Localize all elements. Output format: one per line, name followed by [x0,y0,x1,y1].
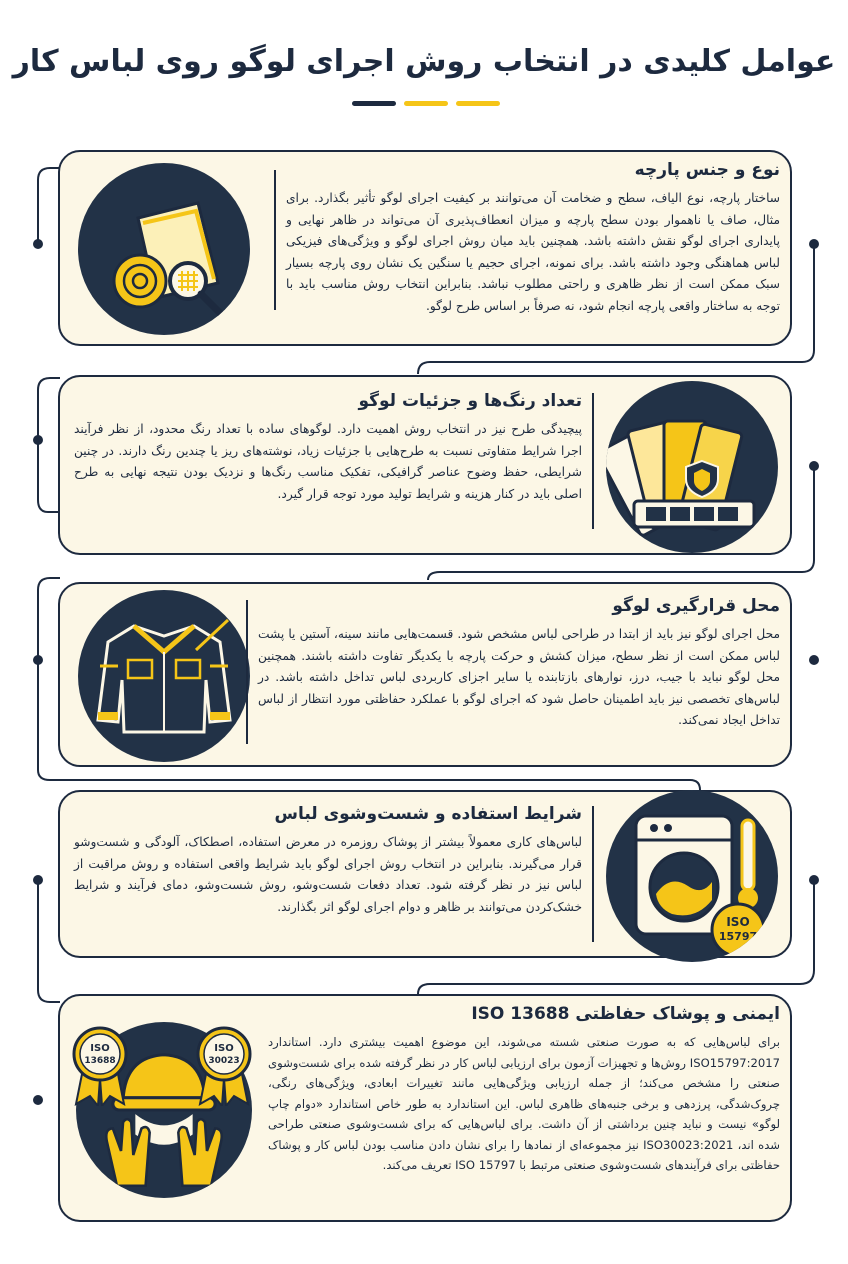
section-title: شرایط استفاده و شست‌وشوی لباس [274,804,582,824]
section-washing-card [58,790,792,958]
section-body: ساختار پارچه، نوع الیاف، سطح و ضخامت آن می‌توانند بر کیفیت اجرای لوگو تأثیر بگذارد. برای مثال، صاف یا ناهموار بودن سطح پارچه و میزان انعطاف‌پذیری آن می‌تواند در ظاهر نهایی و پایداری اجرای لوگو نقش داشته باشد. همچنین باید میان روش اجرای لوگو و ویژگی‌های فیزیکی لباس هماهنگی وجود داشته باشد. برای نمونه، اجرای حجیم یا سنگین یک نشان روی پارچه بسیار سبک ممکن است از نظر ظاهری و راحتی مطلوب نباشد. بنابراین انتخاب روش مناسب باید با توجه به ساختار واقعی پارچه انجام شود، نه صرفاً بر اساس طرح لوگو. [286,191,780,313]
svg-text:30023: 30023 [208,1056,240,1066]
section-text [74,391,582,505]
title-rule-yellow-2 [456,101,500,106]
title-rule-yellow-1 [404,101,448,106]
svg-text:ISO: ISO [214,1043,234,1054]
color-swatches-icon [606,381,778,553]
section-title: تعداد رنگ‌ها و جزئیات لوگو [358,391,582,411]
section-text [268,1004,780,1176]
section-placement-card [58,582,792,767]
section-body: لباس‌های کاری معمولاً بیشتر از پوشاک روزمره در معرض استفاده، اصطکاک، آلودگی و شست‌وشو قرار می‌گیرند. بنابراین در انتخاب روش اجرای لوگو باید شرایط واقعی استفاده و روش مراقبت از لباس نیز در نظر گرفته شود. تعداد دفعات شست‌وشو، روش شست‌وشو، دمای فرآیند و شرایط خشک‌کردن می‌توانند بر ظاهر و دوام اجرای لوگو اثر بگذارند. [74,835,582,914]
svg-text:ISO: ISO [726,915,750,929]
section-title: ایمنی و پوشاک حفاظتی ISO 13688 [471,1004,780,1024]
svg-text:13688: 13688 [84,1056,116,1066]
section-fabric-card [58,150,792,346]
section-divider [246,600,248,744]
title-rule-navy [352,101,396,106]
section-title: نوع و جنس پارچه [634,160,780,180]
section-divider [274,170,276,310]
svg-text:ISO: ISO [90,1043,110,1054]
section-title: محل قرارگیری لوگو [612,596,780,616]
section-colors-card [58,375,792,555]
section-divider [592,806,594,942]
section-text [258,596,780,732]
section-text [74,804,582,918]
section-safety-card [58,994,792,1222]
svg-text:15797: 15797 [718,930,758,943]
section-divider [592,393,594,529]
section-body: برای لباس‌هایی که به صورت صنعتی شسته می‌شوند، این موضوع اهمیت بیشتری دارد. استاندارد ISO15797:2017 روش‌ها و تجهیزات آزمون برای ارزیابی لباس کار در نظر گرفته شده برای شست‌وشوی صنعتی را مشخص می‌کند؛ از جمله ارزیابی ویژگی‌هایی مانند تغییرات ابعادی، ویژگی‌های رنگی، چروک‌شدگی، پرزدهی و برخی جنبه‌های ظاهری لباس. این استاندارد به طور خاص استاندارد «دوام چاپ لوگو» نیست و نباید چنین برداشتی از آن داشت. برای لباس‌هایی که برای شست‌وشوی صنعتی طراحی شده اند، ISO30023:2021 نیز مجموعه‌ای از نمادها را برای نشان دادن مناسب بودن لباس کار و پوشاک حفاظتی برای فرآیندهای شست‌وشوی صنعتی مرتبط با ISO 15797 تعریف می‌کند. [268,1035,780,1172]
page-title: عوامل کلیدی در انتخاب روش اجرای لوگو روی لباس کار [12,44,836,79]
work-jacket-icon [78,590,250,762]
washing-machine-icon [606,790,778,962]
section-text [286,160,780,317]
fabric-roll-magnifier-icon [78,163,250,335]
iso-13688-badge-icon [68,1024,132,1106]
section-body: پیچیدگی طرح نیز در انتخاب روش اهمیت دارد. لوگوهای ساده با تعداد رنگ محدود، از نظر فرآیند اجرا شرایط متفاوتی نسبت به طرح‌هایی با جزئیات زیاد، نوشته‌های ریز یا چندین رنگ دارند. در چنین شرایطی، حفظ وضوح عناصر گرافیکی، تفکیک مناسب رنگ‌ها و نزدیک بودن نتیجه نهایی به طرح اصلی باید در کنار هزینه و شرایط تولید مورد توجه قرار گیرد. [74,422,582,501]
section-body: محل اجرای لوگو نیز باید از ابتدا در طراحی لباس مشخص شود. قسمت‌هایی مانند سینه، آستین یا پشت لباس ممکن است از نظر سطح، میزان کشش و حرکت پارچه با یکدیگر تفاوت داشته باشند. همچنین محل لوگو نباید با جیب، درز، نوارهای بازتابنده یا سایر اجزای کاربردی لباس تداخل داشته باشد. در لباس‌های تخصصی نیز باید اطمینان حاصل شود که اجرای لوگو با عملکرد حفاظتی مورد انتظار از لباس تداخل ایجاد نمی‌کند. [258,627,780,727]
iso-30023-badge-icon [192,1024,256,1106]
